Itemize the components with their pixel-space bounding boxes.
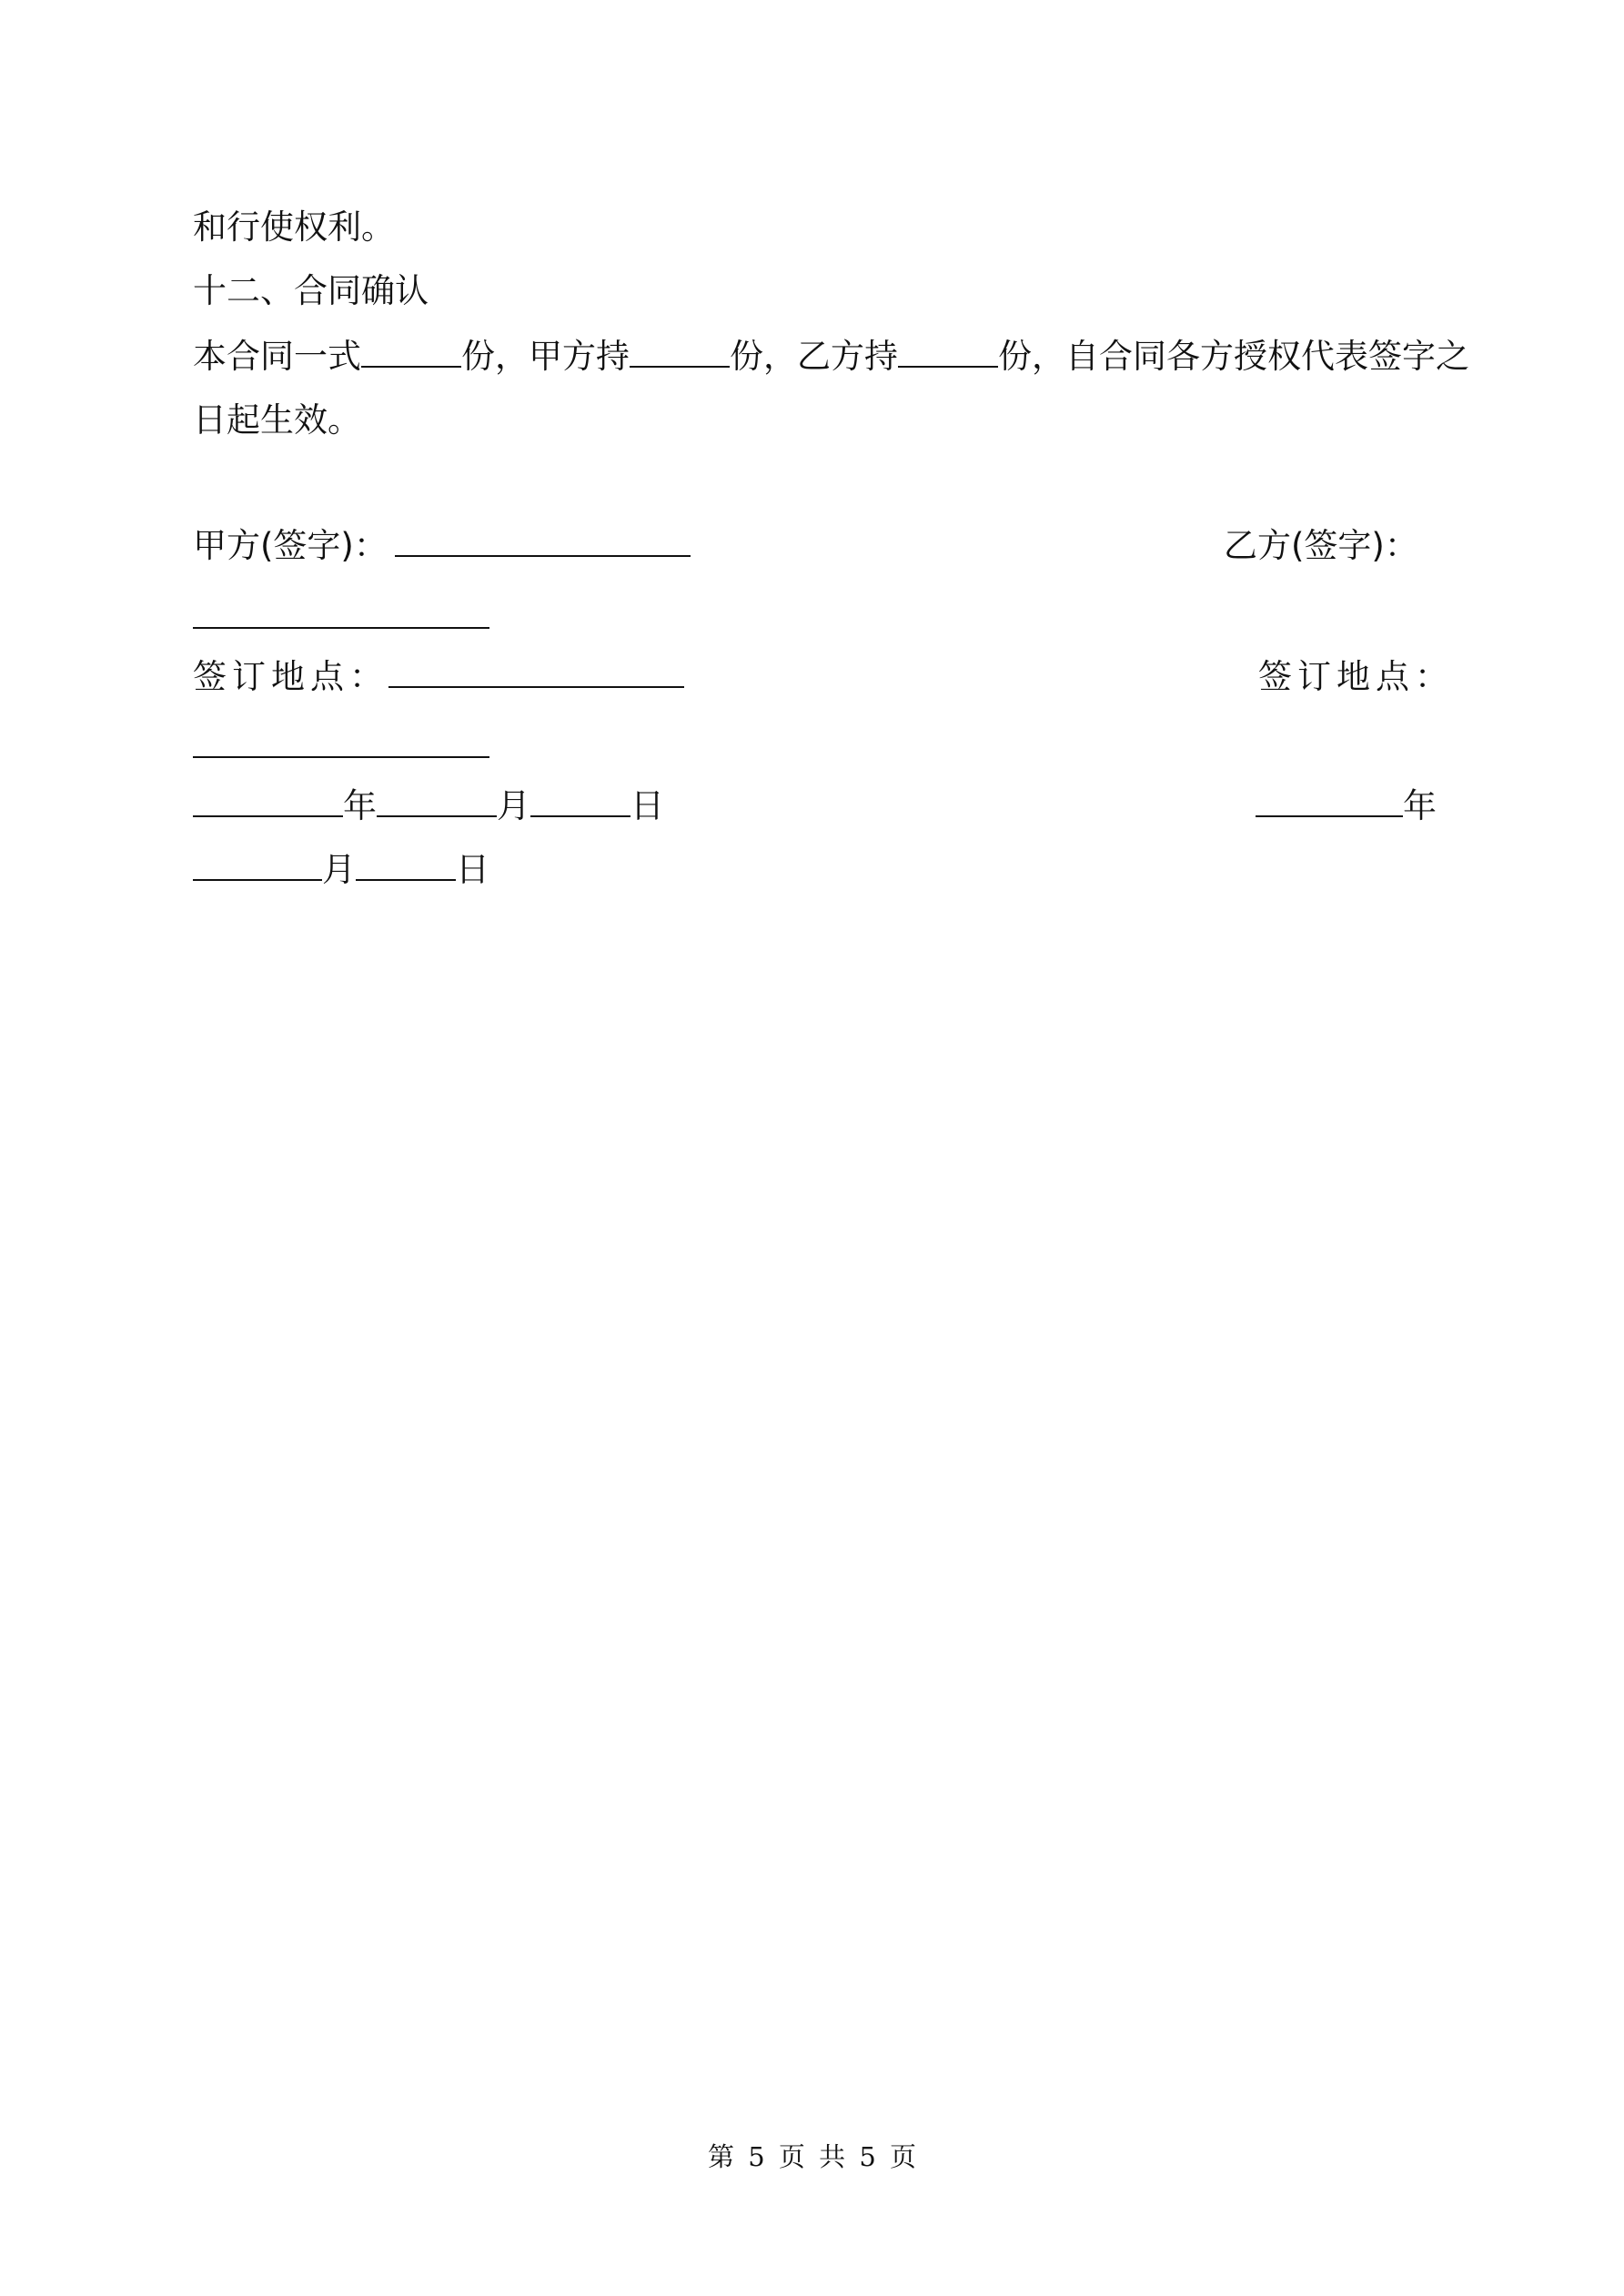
copies-text-c: 份，乙方持 [730, 337, 898, 376]
place-b-blank [193, 756, 489, 758]
section-heading-contract-confirmation: 十二、合同确认 [193, 271, 429, 310]
signing-place-a [193, 657, 684, 697]
party-b-signature-blank [193, 627, 489, 629]
party-b-label: 乙方(签字)： [1224, 526, 1418, 565]
copies-party-b-blank [898, 339, 998, 368]
date-a [193, 786, 664, 826]
text-line-rights: 和行使权利。 [193, 207, 395, 247]
date-b-month-blank [193, 852, 322, 881]
date-b-year [1256, 786, 1437, 826]
effective-text: 日起生效。 [193, 400, 361, 440]
page-number-footer: 第 5 页 共 5 页 [708, 2141, 916, 2172]
date-a-day-label: 日 [630, 786, 664, 825]
copies-paragraph [193, 337, 1469, 377]
date-a-month-blank [377, 788, 497, 817]
date-b-month-label: 月 [322, 850, 356, 889]
copies-text-a: 本合同一式 [193, 337, 361, 376]
date-b-year-label: 年 [1403, 786, 1437, 825]
date-b-month-day [193, 850, 489, 890]
place-a-label: 签订地点： [193, 657, 388, 696]
copies-text-b: 份，甲方持 [461, 337, 630, 376]
place-a-blank [388, 659, 684, 688]
party-a-signature [193, 526, 691, 566]
date-a-day-blank [530, 788, 630, 817]
date-b-year-blank [1256, 788, 1403, 817]
date-a-year-blank [193, 788, 343, 817]
date-b-day-blank [356, 852, 456, 881]
copies-text-d: 份，自合同各方授权代表签字之 [998, 337, 1469, 376]
date-a-month-label: 月 [497, 786, 530, 825]
date-b-day-label: 日 [456, 850, 489, 889]
party-a-label: 甲方(签字)： [193, 526, 388, 565]
copies-total-blank [361, 339, 461, 368]
copies-party-a-blank [630, 339, 730, 368]
date-a-year-label: 年 [343, 786, 377, 825]
party-a-signature-blank [395, 528, 691, 557]
place-b-label: 签订地点： [1258, 657, 1454, 696]
